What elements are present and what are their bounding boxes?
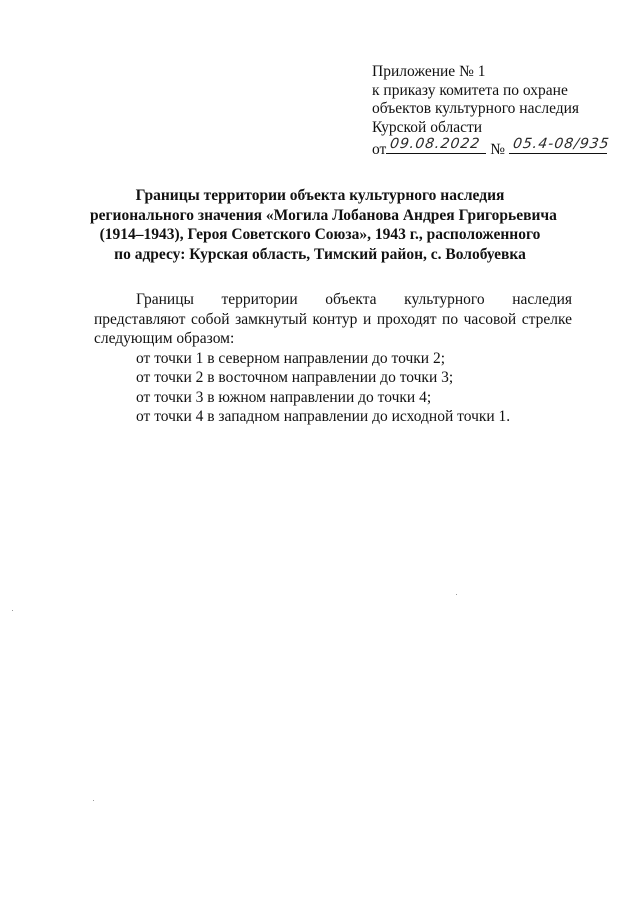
title-line-2: регионального значения «Могила Лобанова Андрея Григорьевича: [90, 206, 557, 224]
title-line-4: по адресу: Курская область, Тимский район, с. Волобуевка: [114, 245, 526, 263]
scan-speck: [12, 610, 13, 611]
boundary-segment-1: от точки 1 в северном направлении до точки 2;: [136, 349, 446, 367]
title-line-1: Границы территории объекта культурного наследия: [135, 187, 505, 204]
intro-paragraph: Границы территории объекта культурного наследия представляют собой замкнутый контур и проходят по часовой стрелке следующим образом:: [94, 291, 572, 347]
annex-region-line: Курской области: [372, 118, 483, 136]
boundary-segment-4: от точки 4 в западном направлении до исходной точки 1.: [136, 408, 511, 425]
document-title: [90, 186, 557, 264]
annex-header: [372, 63, 622, 160]
number-prefix: №: [490, 141, 505, 158]
boundary-segment-2: от точки 2 в восточном направлении до точки 3;: [136, 369, 454, 386]
document-body: [94, 290, 572, 427]
title-line-3: (1914–1943), Героя Советского Союза», 1943 г., расположенного: [99, 226, 541, 243]
annex-date-number-line: [372, 137, 622, 160]
annex-title: Приложение № 1: [372, 63, 486, 80]
date-prefix: от: [372, 141, 387, 158]
scan-speck: [93, 800, 94, 801]
boundary-segment-3: от точки 3 в южном направлении до точки 4;: [136, 388, 432, 406]
date-field: [386, 137, 486, 154]
annex-order-line: к приказу комитета по охране: [372, 81, 568, 99]
number-field: [509, 135, 611, 154]
annex-committee-line: объектов культурного наследия: [372, 100, 580, 117]
handwritten-number: 05.4-08/935: [511, 135, 611, 152]
scan-speck: [456, 594, 457, 595]
handwritten-date: 09.08.2022: [389, 135, 482, 152]
